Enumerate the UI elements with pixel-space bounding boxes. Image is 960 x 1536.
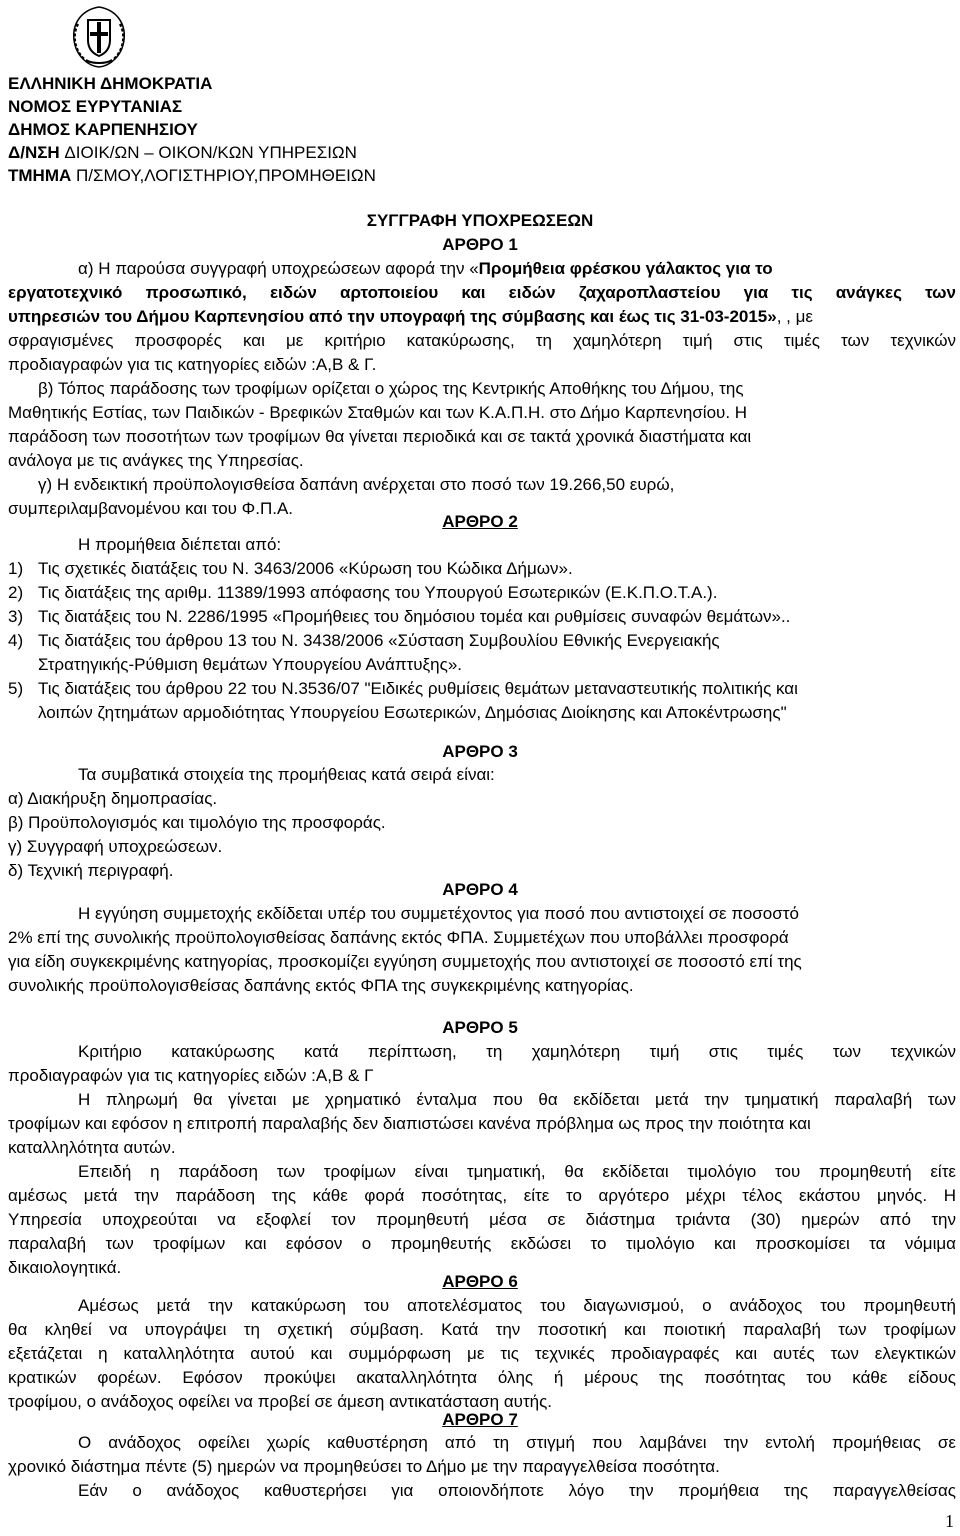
greek-coat-of-arms-seal	[66, 4, 132, 70]
text-line: προδιαγραφών για τις κατηγορίες ειδών :Α,Β & Γ	[8, 1066, 374, 1085]
list-item: α) Διακήρυξη δημοπρασίας.	[8, 789, 218, 808]
article-title-text: ΑΡΘΡΟ 6	[442, 1272, 518, 1291]
text-span: α) Η παρούσα συγγραφή υποχρεώσεων αφορά την «	[78, 259, 479, 278]
list-text: Τις διατάξεις του άρθρου 13 του Ν. 3438/2006 «Σύσταση Συμβουλίου Εθνικής Ενεργειακής	[38, 631, 720, 650]
text-line: θα κληθεί να υπογράψει τη σχετική σύμβαση. Κατά την ποσοτική και ποιοτική παραλαβή των τροφίμων	[8, 1320, 956, 1339]
text-line: Κριτήριο κατακύρωσης κατά περίπτωση, τη χαμηλότερη τιμή στις τιμές των τεχνικών	[78, 1042, 956, 1061]
list-item: γ) Συγγραφή υποχρεώσεων.	[8, 837, 223, 856]
list-item	[8, 581, 956, 605]
text-line: Υπηρεσία υποχρεούται να εξοφλεί τον προμηθευτή μέσα σε διάστημα τριάντα (30) ημερών από την	[8, 1210, 956, 1229]
header-line	[8, 164, 376, 187]
text-line: συνολικής προϋπολογισθείσας δαπάνης εκτός ΦΠΑ της συγκεκριμένης κατηγορίας.	[8, 976, 634, 995]
header-bold: ΤΜΗΜΑ	[8, 166, 76, 185]
list-text: Τις διατάξεις της αριθμ. 11389/1993 απόφασης του Υπουργού Εσωτερικών (Ε.Κ.Π.Ο.Τ.Α.).	[38, 583, 718, 602]
text-span-bold: εργατοτεχνικό προσωπικό, ειδών αρτοποιείου και ειδών ζαχαροπλαστείου για τις ανάγκες των	[8, 283, 956, 302]
text-line: τροφίμου, ο ανάδοχος οφείλει να προβεί σε άμεση αντικατάσταση αυτής.	[8, 1392, 553, 1411]
list-number: 1)	[8, 559, 24, 578]
article-7-title	[0, 1408, 960, 1431]
header-bold: Δ/ΝΣΗ	[8, 143, 65, 162]
text-span-bold: Προμήθεια φρέσκου γάλακτος για το	[478, 259, 773, 278]
article-3-body	[8, 763, 956, 883]
text-line: Ο ανάδοχος οφείλει χωρίς καθυστέρηση από τη στιγμή που λαμβάνει την εντολή προμήθειας σε	[78, 1433, 956, 1452]
article-7-body	[8, 1431, 956, 1503]
text-line	[8, 305, 956, 329]
text-line: γ) Η ενδεικτική προϋπολογισθείσα δαπάνη ανέρχεται στο ποσό των 19.266,50 ευρώ,	[38, 475, 675, 494]
text-line: για είδη συγκεκριμένης κατηγορίας, προσκομίζει εγγύηση συμμετοχής που αντιστοιχεί σε ποσοστό επί της	[8, 952, 802, 971]
page-number: 1	[945, 1511, 954, 1531]
list-item	[8, 557, 956, 581]
text-line: ανάλογα με τις ανάγκες της Υπηρεσίας.	[8, 451, 304, 470]
article-title-text: ΑΡΘΡΟ 7	[442, 1410, 518, 1429]
list-number: 5)	[8, 679, 24, 698]
text-line: Εάν ο ανάδοχος καθυστερήσει για οποιονδήποτε λόγο την προμήθεια της παραγγελθείσας	[78, 1481, 956, 1500]
text-line: συμπεριλαμβανομένου και του Φ.Π.Α.	[8, 499, 294, 518]
text-line: προδιαγραφών για τις κατηγορίες ειδών :Α,Β & Γ.	[8, 355, 377, 374]
list-number: 3)	[8, 607, 24, 626]
list-item	[8, 677, 956, 701]
text-line	[8, 281, 956, 305]
text-line: αμέσως μετά την παράδοση της κάθε φορά ποσότητας, είτε το αργότερο μέχρι τέλος εκάστου μηνός. Η	[8, 1186, 956, 1205]
article-6-body	[8, 1294, 956, 1414]
list-item-continuation: Στρατηγικής-Ρύθμιση θεμάτων Υπουργείου Ανάπτυξης».	[38, 655, 462, 674]
article-4-title: ΑΡΘΡΟ 4	[442, 880, 518, 899]
list-number: 2)	[8, 583, 24, 602]
article-3-title: ΑΡΘΡΟ 3	[442, 742, 518, 761]
article-6-title	[0, 1270, 960, 1293]
text-line: χρονικό διάστημα πέντε (5) ημερών να προμηθεύσει το Δήμο με την παραγγελθείσα ποσότητα.	[8, 1457, 720, 1476]
text-line: Η εγγύηση συμμετοχής εκδίδεται υπέρ του συμμετέχοντος για ποσό που αντιστοιχεί σε ποσοστό	[78, 904, 799, 923]
text-line: δικαιολογητικά.	[8, 1258, 122, 1277]
article-4-body	[8, 902, 956, 998]
header-line: ΕΛΛΗΝΙΚΗ ΔΗΜΟΚΡΑΤΙΑ	[8, 74, 213, 93]
text-line: κρατικών φορέων. Εφόσον προκύψει ακαταλληλότητα όλης ή μέρους της ποσότητας του κάθε είδους	[8, 1368, 956, 1387]
text-line: παράδοση των ποσοτήτων των τροφίμων θα γίνεται περιοδικά και σε τακτά χρονικά διαστήματα και	[8, 427, 752, 446]
list-item-continuation: λοιπών ζητημάτων αρμοδιότητας Υπουργείου Εσωτερικών, Δημόσιας Διοίκησης και Αποκέντρωσης"	[38, 703, 787, 722]
article-5-body	[8, 1040, 956, 1280]
text-line: Τα συμβατικά στοιχεία της προμήθειας κατά σειρά είναι:	[78, 765, 495, 784]
header-line	[8, 141, 376, 164]
list-text: Τις σχετικές διατάξεις του Ν. 3463/2006 «Κύρωση του Κώδικα Δήμων».	[38, 559, 573, 578]
article-5-title: ΑΡΘΡΟ 5	[442, 1018, 518, 1037]
text-line	[8, 257, 956, 281]
article-1-body	[8, 257, 956, 521]
list-text: Τις διατάξεις του Ν. 2286/1995 «Προμήθειες του δημόσιου τομέα και ρυθμίσεις συναφών θεμάτων»..	[38, 607, 791, 626]
header-line: ΔΗΜΟΣ ΚΑΡΠΕΝΗΣΙΟΥ	[8, 120, 198, 139]
text-line: καταλληλότητα αυτών.	[8, 1138, 176, 1157]
text-span: , , με	[776, 307, 813, 326]
text-line: Επειδή η παράδοση των τροφίμων είναι τμηματική, θα εκδίδεται τιμολόγιο του προμηθευτή είτε	[78, 1162, 956, 1181]
article-title-text: ΑΡΘΡΟ 2	[442, 512, 518, 531]
text-line: 2% επί της συνολικής προϋπολογισθείσας δαπάνης εκτός ΦΠΑ. Συμμετέχων που υποβάλλει προσφορά	[8, 928, 789, 947]
text-line: παραλαβή των τροφίμων και εφόσον ο προμηθευτής εκδώσει το τιμολόγιο και προσκομίσει τα νόμιμα	[8, 1234, 956, 1253]
list-text: Τις διατάξεις του άρθρου 22 του Ν.3536/07 "Ειδικές ρυθμίσεις θεμάτων μεταναστευτικής πολιτικής και	[38, 679, 798, 698]
article-2-body	[8, 533, 956, 725]
article-2-title	[0, 510, 960, 533]
document-title: ΣΥΓΓΡΑΦΗ ΥΠΟΧΡΕΩΣΕΩΝ	[366, 211, 594, 230]
list-item: δ) Τεχνική περιγραφή.	[8, 861, 174, 880]
text-line: τροφίμων και εφόσον η επιτροπή παραλαβής δεν διαπιστώσει κανένα πρόβλημα ως προς την ποιότητα και	[8, 1114, 811, 1133]
article-1-title: ΑΡΘΡΟ 1	[442, 235, 518, 254]
list-number: 4)	[8, 631, 24, 650]
text-line: εξετάζεται η καταλληλότητα αυτού και συμμόρφωση με τις τεχνικές προδιαγραφές και αυτές των ελεγκτικών	[8, 1344, 956, 1363]
list-item	[8, 629, 956, 653]
issuing-authority-header	[8, 72, 376, 187]
text-line: Η προμήθεια διέπεται από:	[78, 535, 282, 554]
list-item	[8, 605, 956, 629]
header-line: ΝΟΜΟΣ ΕΥΡΥΤΑΝΙΑΣ	[8, 97, 183, 116]
text-line: Αμέσως μετά την κατακύρωση του αποτελέσματος του διαγωνισμού, ο ανάδοχος του προμηθευτή	[78, 1296, 956, 1315]
text-span-bold: υπηρεσιών του Δήμου Καρπενησίου από την υπογραφή της σύμβασης και έως τις 31-03-2015»	[8, 307, 777, 326]
text-line: σφραγισμένες προσφορές και με κριτήριο κατακύρωσης, τη χαμηλότερη τιμή στις τιμές των τεχνικών	[8, 331, 956, 350]
header-normal: ΔΙΟΙΚ/ΩΝ – ΟΙΚΟΝ/ΚΩΝ ΥΠΗΡΕΣΙΩΝ	[64, 143, 357, 162]
list-item: β) Προϋπολογισμός και τιμολόγιο της προσφοράς.	[8, 813, 386, 832]
text-line: β) Τόπος παράδοσης των τροφίμων ορίζεται ο χώρος της Κεντρικής Αποθήκης του Δήμου, της	[38, 379, 744, 398]
header-normal: Π/ΣΜΟΥ,ΛΟΓΙΣΤΗΡΙΟΥ,ΠΡΟΜΗΘΕΙΩΝ	[75, 166, 376, 185]
text-line: Μαθητικής Εστίας, των Παιδικών - Βρεφικών Σταθμών και των Κ.Α.Π.Η. στο Δήμο Καρπενησίου. Η	[8, 403, 748, 422]
text-line: Η πληρωμή θα γίνεται με χρηματικό ένταλμα που θα εκδίδεται μετά την τμηματική παραλαβή των	[78, 1090, 956, 1109]
